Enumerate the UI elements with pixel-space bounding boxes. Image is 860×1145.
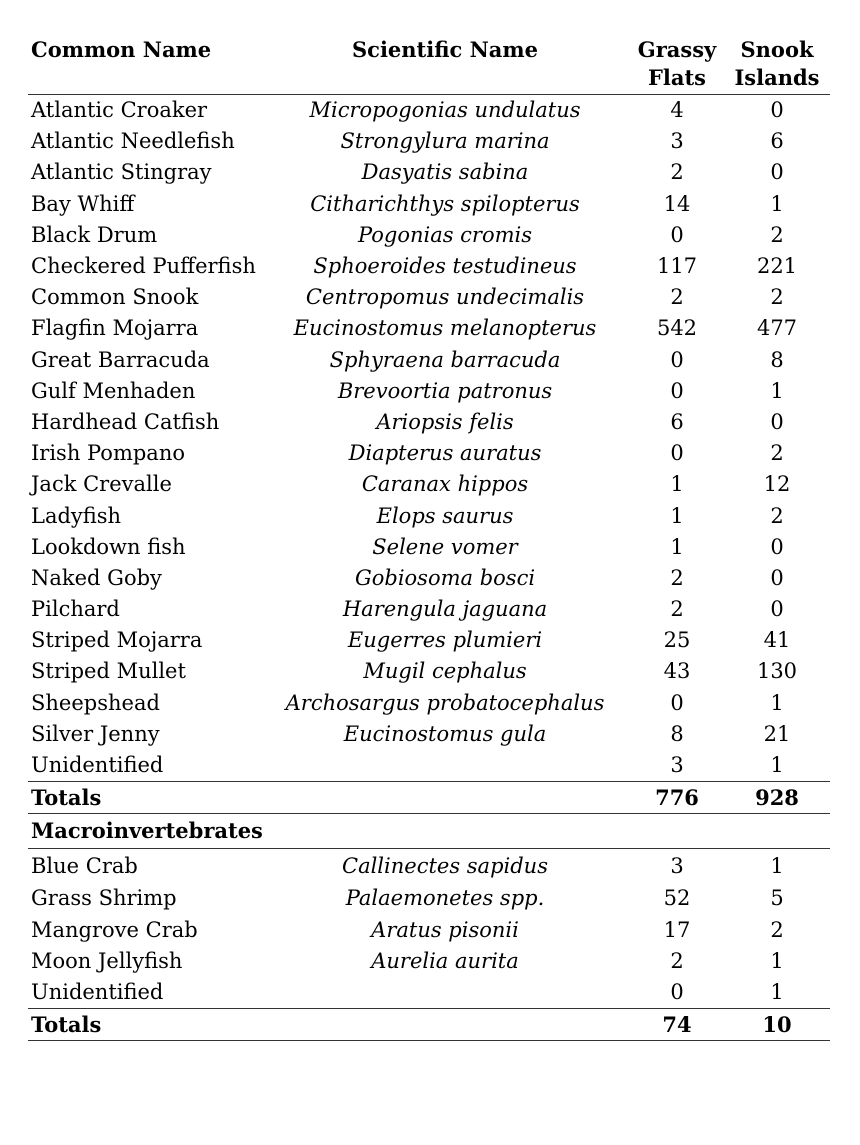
scientific-name-cell: Eucinostomus gula [343, 721, 547, 746]
snook-islands-count: 0 [770, 597, 784, 622]
section-heading: Macroinvertebrates [28, 814, 830, 849]
grassy-flats-count: 0 [670, 378, 684, 403]
totals-label: Totals [28, 1009, 260, 1041]
common-name-cell: Sheepshead [31, 690, 160, 715]
macroinvertebrates-section-row [28, 814, 830, 849]
common-name-cell: Silver Jenny [31, 721, 160, 746]
common-name-cell: Moon Jellyfish [31, 948, 183, 973]
table-row [28, 251, 830, 282]
table-row [28, 469, 830, 500]
scientific-name-cell: Diapterus auratus [348, 441, 542, 466]
grassy-flats-count: 25 [663, 628, 691, 653]
table-row [28, 688, 830, 719]
table-header [28, 36, 830, 95]
table-row [28, 95, 830, 127]
scientific-name-cell: Citharichthys spilopterus [310, 191, 580, 216]
table-row [28, 157, 830, 188]
common-name-cell: Lookdown fish [31, 534, 186, 559]
scientific-name-cell: Caranax hippos [361, 472, 529, 497]
table-row [28, 849, 830, 884]
scientific-name-cell: Selene vomer [372, 534, 518, 559]
snook-islands-count: 41 [763, 628, 791, 653]
scientific-name-cell: Gobiosoma bosci [354, 565, 536, 590]
scientific-name-cell: Eugerres plumieri [347, 628, 543, 653]
common-name-cell: Unidentified [31, 753, 164, 778]
grassy-flats-count: 3 [670, 854, 684, 879]
table-row [28, 313, 830, 344]
snook-islands-count: 5 [770, 886, 784, 911]
table-row [28, 126, 830, 157]
table-row [28, 750, 830, 782]
common-name-cell: Atlantic Croaker [31, 98, 208, 123]
snook-islands-count: 21 [763, 721, 791, 746]
grassy-flats-count: 17 [663, 917, 691, 942]
scientific-name-cell: Aratus pisonii [371, 917, 519, 942]
header-snook-islands [724, 36, 830, 95]
table-row [28, 376, 830, 407]
snook-islands-count: 2 [770, 503, 784, 528]
grassy-flats-count: 1 [670, 472, 684, 497]
table-body [28, 95, 830, 1041]
scientific-name-cell: Sphyraena barracuda [329, 347, 561, 372]
grassy-flats-count: 2 [670, 597, 684, 622]
common-name-cell: Grass Shrimp [31, 886, 177, 911]
common-name-cell: Hardhead Catfish [31, 409, 220, 434]
fish-totals-row [28, 782, 830, 814]
common-name-cell: Unidentified [31, 979, 164, 1004]
table-row [28, 345, 830, 376]
snook-islands-total: 10 [724, 1009, 830, 1041]
common-name-cell: Pilchard [31, 597, 120, 622]
table-row [28, 500, 830, 531]
scientific-name-cell: Mugil cephalus [363, 659, 527, 684]
common-name-cell: Striped Mullet [31, 659, 186, 684]
totals-label: Totals [28, 782, 260, 814]
scientific-name-cell: Callinectes sapidus [342, 854, 548, 879]
common-name-cell: Great Barracuda [31, 347, 210, 372]
grassy-flats-count: 0 [670, 347, 684, 372]
snook-islands-count: 0 [770, 534, 784, 559]
header-grassy-flats-line2: Flats [647, 65, 707, 90]
header-scientific-name-label: Scientific Name [352, 37, 538, 62]
table-row [28, 282, 830, 313]
invert-totals-row [28, 1009, 830, 1041]
scientific-name-cell: Eucinostomus melanopterus [293, 316, 597, 341]
snook-islands-count: 0 [770, 160, 784, 185]
common-name-cell: Jack Crevalle [31, 472, 172, 497]
table-row [28, 915, 830, 946]
scientific-name-cell: Archosargus probatocephalus [285, 690, 605, 715]
table-row [28, 438, 830, 469]
header-common-name [28, 36, 260, 95]
snook-islands-count: 12 [763, 472, 791, 497]
snook-islands-count: 0 [770, 98, 784, 123]
header-row [28, 36, 830, 95]
scientific-name-cell: Ariopsis felis [376, 409, 514, 434]
grassy-flats-count: 0 [670, 690, 684, 715]
totals-spacer [260, 782, 630, 814]
grassy-flats-count: 52 [663, 886, 691, 911]
common-name-cell: Irish Pompano [31, 441, 185, 466]
snook-islands-count: 1 [770, 191, 784, 216]
table-row [28, 719, 830, 750]
scientific-name-cell: Brevoortia patronus [337, 378, 553, 403]
table-row [28, 883, 830, 914]
snook-islands-total: 928 [724, 782, 830, 814]
table-row [28, 407, 830, 438]
scientific-name-cell: Dasyatis sabina [361, 160, 529, 185]
snook-islands-count: 8 [770, 347, 784, 372]
grassy-flats-count: 0 [670, 979, 684, 1004]
snook-islands-count: 130 [756, 659, 798, 684]
header-snook-islands-line1: Snook [740, 37, 814, 62]
snook-islands-count: 6 [770, 129, 784, 154]
common-name-cell: Atlantic Needlefish [31, 129, 235, 154]
snook-islands-count: 0 [770, 409, 784, 434]
snook-islands-count: 221 [756, 254, 798, 279]
common-name-cell: Gulf Menhaden [31, 378, 196, 403]
grassy-flats-count: 1 [670, 503, 684, 528]
grassy-flats-count: 8 [670, 721, 684, 746]
header-grassy-flats-line1: Grassy [637, 37, 717, 62]
scientific-name-cell: Sphoeroides testudineus [313, 254, 577, 279]
snook-islands-count: 0 [770, 565, 784, 590]
scientific-name-cell [260, 750, 630, 782]
table-row [28, 532, 830, 563]
header-snook-islands-line2: Islands [734, 65, 820, 90]
header-grassy-flats [630, 36, 724, 95]
snook-islands-count: 1 [770, 753, 784, 778]
grassy-flats-count: 0 [670, 222, 684, 247]
scientific-name-cell: Pogonias cromis [357, 222, 533, 247]
header-scientific-name [260, 36, 630, 95]
grassy-flats-count: 4 [670, 98, 684, 123]
common-name-cell: Mangrove Crab [31, 917, 198, 942]
table-row [28, 946, 830, 977]
grassy-flats-total: 776 [630, 782, 724, 814]
table-row [28, 189, 830, 220]
table-row [28, 977, 830, 1009]
totals-spacer [260, 1009, 630, 1041]
common-name-cell: Naked Goby [31, 565, 162, 590]
common-name-cell: Ladyfish [31, 503, 122, 528]
table-row [28, 563, 830, 594]
grassy-flats-total: 74 [630, 1009, 724, 1041]
common-name-cell: Common Snook [31, 285, 199, 310]
grassy-flats-count: 2 [670, 948, 684, 973]
snook-islands-count: 2 [770, 441, 784, 466]
table-row [28, 594, 830, 625]
grassy-flats-count: 117 [656, 254, 698, 279]
snook-islands-count: 477 [756, 316, 798, 341]
snook-islands-count: 1 [770, 378, 784, 403]
grassy-flats-count: 2 [670, 160, 684, 185]
table-row [28, 625, 830, 656]
snook-islands-count: 1 [770, 948, 784, 973]
scientific-name-cell [260, 977, 630, 1009]
table-row [28, 220, 830, 251]
grassy-flats-count: 3 [670, 753, 684, 778]
table-row [28, 656, 830, 687]
grassy-flats-count: 43 [663, 659, 691, 684]
snook-islands-count: 1 [770, 979, 784, 1004]
scientific-name-cell: Palaemonetes spp. [345, 886, 545, 911]
grassy-flats-count: 2 [670, 285, 684, 310]
grassy-flats-count: 1 [670, 534, 684, 559]
common-name-cell: Striped Mojarra [31, 628, 203, 653]
grassy-flats-count: 14 [663, 191, 691, 216]
scientific-name-cell: Strongylura marina [340, 129, 550, 154]
common-name-cell: Checkered Pufferfish [31, 254, 256, 279]
header-common-name-label: Common Name [31, 37, 212, 62]
common-name-cell: Black Drum [31, 222, 158, 247]
scientific-name-cell: Micropogonias undulatus [309, 98, 581, 123]
snook-islands-count: 2 [770, 285, 784, 310]
grassy-flats-count: 3 [670, 129, 684, 154]
common-name-cell: Bay Whiff [31, 191, 135, 216]
common-name-cell: Atlantic Stingray [31, 160, 212, 185]
common-name-cell: Flagfin Mojarra [31, 316, 199, 341]
snook-islands-count: 2 [770, 917, 784, 942]
grassy-flats-count: 6 [670, 409, 684, 434]
grassy-flats-count: 2 [670, 565, 684, 590]
snook-islands-count: 1 [770, 854, 784, 879]
snook-islands-count: 1 [770, 690, 784, 715]
common-name-cell: Blue Crab [31, 854, 138, 879]
scientific-name-cell: Harengula jaguana [342, 597, 548, 622]
scientific-name-cell: Elops saurus [376, 503, 514, 528]
grassy-flats-count: 0 [670, 441, 684, 466]
snook-islands-count: 2 [770, 222, 784, 247]
grassy-flats-count: 542 [656, 316, 698, 341]
scientific-name-cell: Centropomus undecimalis [305, 285, 585, 310]
species-table [28, 36, 830, 1041]
scientific-name-cell: Aurelia aurita [371, 948, 519, 973]
